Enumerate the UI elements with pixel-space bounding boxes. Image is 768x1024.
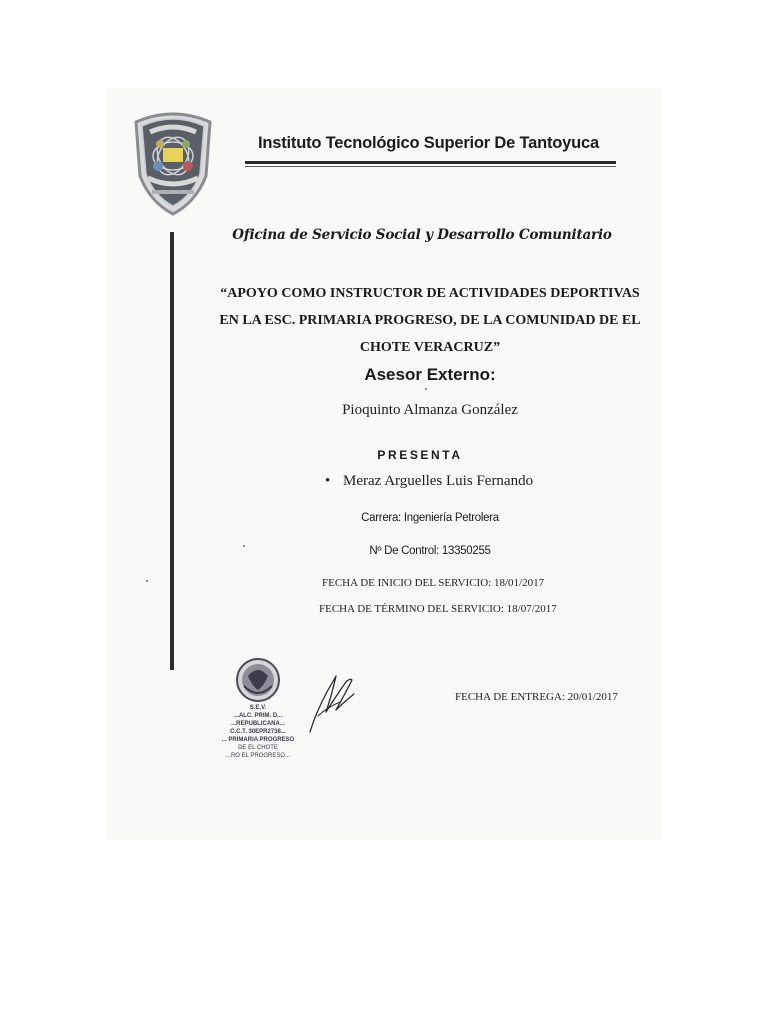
handwritten-signature-icon xyxy=(306,672,358,734)
stamp-line: S.E.V. xyxy=(249,705,267,711)
advisor-name: Pioquinto Almanza González xyxy=(342,402,518,418)
official-seal-stamp-icon xyxy=(210,656,306,766)
bullet: • xyxy=(325,473,331,489)
service-start-date: FECHA DE INICIO DEL SERVICIO: 18/01/2017 xyxy=(322,577,545,589)
header-rule-thin xyxy=(245,166,616,167)
stamp-line: ...REPUBLICANA... xyxy=(231,721,285,727)
delivery-date: FECHA DE ENTREGA: 20/01/2017 xyxy=(455,691,618,703)
institution-shield-icon xyxy=(130,106,216,216)
project-title-line: “APOYO COMO INSTRUCTOR DE ACTIVIDADES DEPORTIVAS xyxy=(220,286,640,301)
stamp-line: ...ALC. PRIM. D... xyxy=(233,713,283,719)
advisor-heading: Asesor Externo: xyxy=(364,365,496,384)
scan-speck xyxy=(243,545,245,547)
stamp-line: DE EL CHOTE xyxy=(238,745,278,751)
career: Carrera: Ingeniería Petrolera xyxy=(361,512,499,524)
margin-bar xyxy=(170,232,174,670)
service-end-date: FECHA DE TÉRMINO DEL SERVICIO: 18/07/2017 xyxy=(319,603,557,615)
control-number: Nº De Control: 13350255 xyxy=(369,545,491,557)
institution-name: Instituto Tecnológico Superior De Tantoyuca xyxy=(258,134,599,152)
stamp-line: C.C.T. 30EPR2738... xyxy=(230,729,286,735)
stamp-line: ...RO EL PROGRESO... xyxy=(225,753,291,759)
office-name: Oficina de Servicio Social y Desarrollo Comunitario xyxy=(232,227,612,243)
project-title xyxy=(210,280,650,361)
presenter-heading: PRESENTA xyxy=(377,448,463,462)
student-list-item xyxy=(325,473,533,490)
scan-speck xyxy=(146,580,148,582)
project-title-line: CHOTE VERACRUZ” xyxy=(359,340,501,355)
project-title-line: EN LA ESC. PRIMARIA PROGRESO, DE LA COMUNIDAD DE EL xyxy=(219,313,641,328)
header-rule xyxy=(245,161,616,164)
scan-speck xyxy=(425,388,427,390)
stamp-line: ... PRIMARIA PROGRESO xyxy=(221,737,295,743)
student-name: Meraz Arguelles Luis Fernando xyxy=(343,473,534,489)
